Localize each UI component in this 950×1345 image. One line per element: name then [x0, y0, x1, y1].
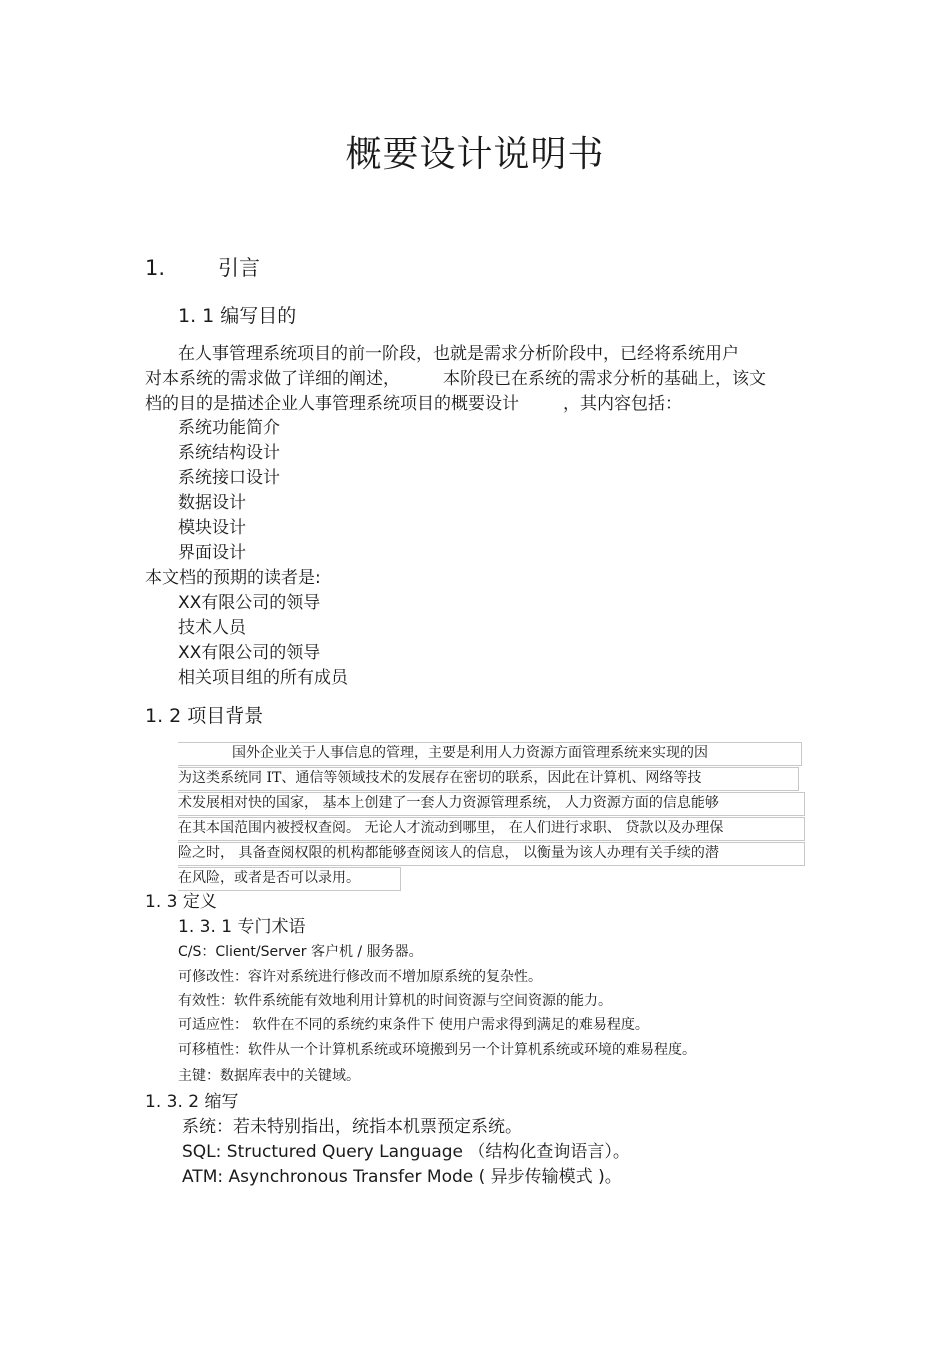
- term-definition: 有效性：软件系统能有效地利用计算机的时间资源与空间资源的能力。: [178, 993, 612, 1009]
- abbreviation-item: 系统：若未特别指出，统指本机票预定系统。: [182, 1117, 522, 1137]
- contents-item: 系统结构设计: [178, 443, 280, 463]
- section-1-heading: 引言: [218, 256, 260, 280]
- background-line: 为这类系统同 IT、通信等领域技术的发展存在密切的联系，因此在计算机、网络等技: [178, 770, 702, 786]
- contents-item: 模块设计: [178, 518, 246, 538]
- term-definition: C/S：Client/Server 客户机 / 服务器。: [178, 944, 423, 960]
- section-1-2-heading: 1. 2 项目背景: [145, 705, 264, 727]
- section-1-number: 1.: [145, 256, 166, 280]
- readers-intro: 本文档的预期的读者是:: [145, 568, 321, 588]
- purpose-paragraph-line-1: 在人事管理系统项目的前一阶段，也就是需求分析阶段中，已经将系统用户: [178, 344, 739, 364]
- contents-item: 系统功能简介: [178, 418, 280, 438]
- term-definition: 可修改性：容许对系统进行修改而不增加原系统的复杂性。: [178, 969, 542, 985]
- term-definition: 可移植性：软件从一个计算机系统或环境搬到另一个计算机系统或环境的难易程度。: [178, 1042, 696, 1058]
- purpose-paragraph-line-2a: 对本系统的需求做了详细的阐述，: [145, 369, 400, 389]
- document-title: 概要设计说明书: [345, 134, 605, 175]
- purpose-paragraph-line-3b: ，其内容包括：: [563, 394, 682, 414]
- term-definition: 主键：数据库表中的关键域。: [178, 1068, 360, 1084]
- background-line: 在其本国范围内被授权查阅。 无论人才流动到哪里， 在人们进行求职、 贷款以及办理保: [178, 820, 724, 836]
- purpose-paragraph-line-3a: 档的目的是描述企业人事管理系统项目的概要设计: [145, 394, 519, 414]
- background-line: 险之时， 具备查阅权限的机构都能够查阅该人的信息， 以衡量为该人办理有关手续的潜: [178, 845, 719, 861]
- reader-item: XX有限公司的领导: [178, 643, 321, 663]
- section-1-1-heading: 1. 1 编写目的: [178, 305, 297, 327]
- background-line: 术发展相对快的国家， 基本上创建了一套人力资源管理系统， 人力资源方面的信息能够: [178, 795, 719, 811]
- reader-item: XX有限公司的领导: [178, 593, 321, 613]
- reader-item: 技术人员: [178, 618, 246, 638]
- contents-item: 系统接口设计: [178, 468, 280, 488]
- contents-item: 界面设计: [178, 543, 246, 563]
- abbreviation-item: ATM: Asynchronous Transfer Mode ( 异步传输模式 )。: [182, 1167, 622, 1187]
- background-line: 在风险，或者是否可以录用。: [178, 870, 360, 886]
- section-1-3-2-heading: 1. 3. 2 缩写: [145, 1092, 239, 1112]
- section-1-3-1-heading: 1. 3. 1 专门术语: [178, 917, 306, 937]
- section-1-3-heading: 1. 3 定义: [145, 892, 217, 912]
- background-line: 国外企业关于人事信息的管理，主要是利用人力资源方面管理系统来实现的因: [232, 745, 708, 761]
- abbreviation-item: SQL: Structured Query Language （结构化查询语言）。: [182, 1142, 630, 1162]
- term-definition: 可适应性： 软件在不同的系统约束条件下 使用户需求得到满足的难易程度。: [178, 1017, 649, 1033]
- contents-item: 数据设计: [178, 493, 246, 513]
- reader-item: 相关项目组的所有成员: [178, 668, 348, 688]
- purpose-paragraph-line-2b: 本阶段已在系统的需求分析的基础上，该文: [443, 369, 766, 389]
